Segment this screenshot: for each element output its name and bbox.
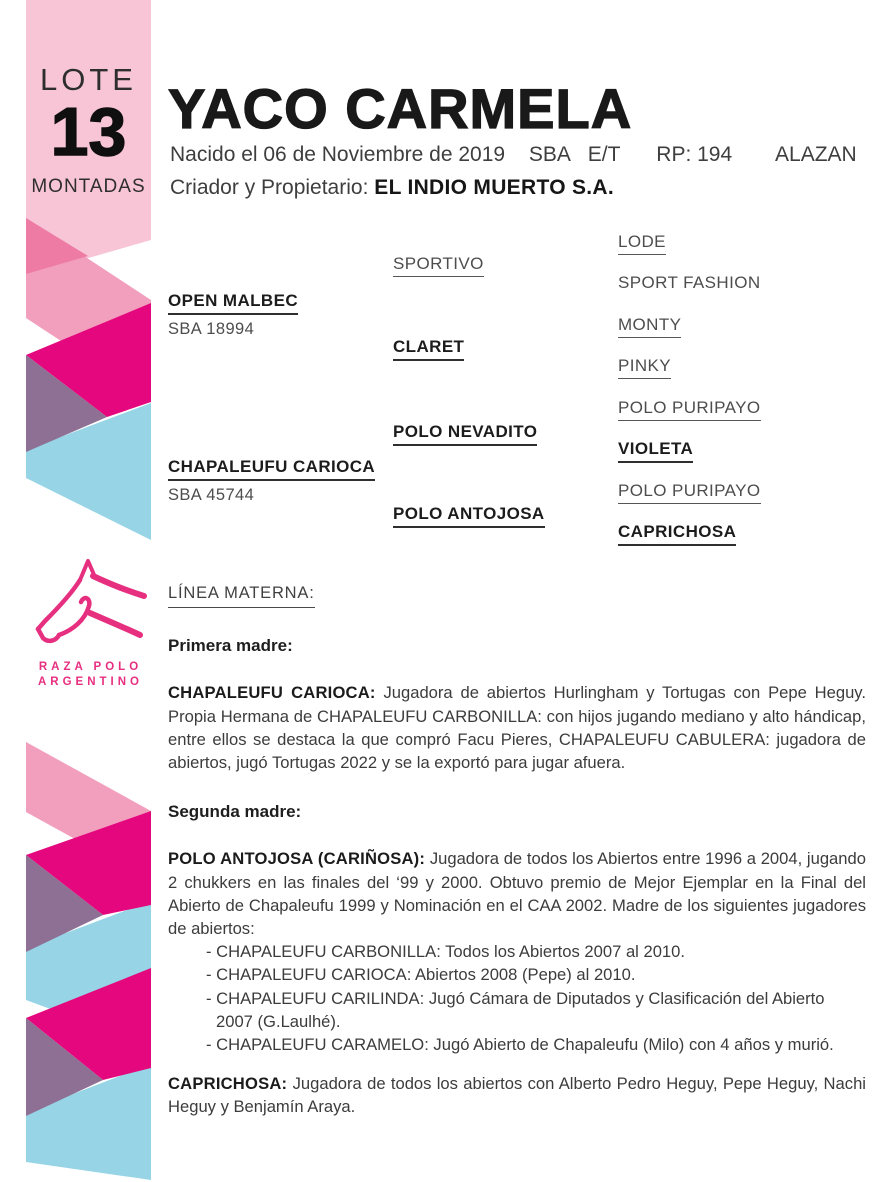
- rp-number: RP: 194: [656, 143, 733, 166]
- dam-name: CHAPALEUFU CARIOCA: [168, 457, 375, 481]
- first-dam-label: Primera madre:: [168, 636, 293, 656]
- second-dam-label: Segunda madre:: [168, 802, 302, 822]
- pedigree-sire: [168, 291, 298, 339]
- logo-line1: RAZA POLO: [38, 661, 143, 673]
- logo-wordmark: [33, 660, 148, 690]
- sire-name: OPEN MALBEC: [168, 291, 298, 315]
- lot-label: LOTE: [40, 62, 137, 97]
- offspring-list: [168, 940, 866, 1056]
- maternal-heading: LÍNEA MATERNA:: [168, 582, 315, 608]
- third-dam-lead: CAPRICHOSA:: [168, 1074, 288, 1094]
- offspring-item: - CHAPALEUFU CARBONILLA: Todos los Abiertos 2007 al 2010.: [206, 942, 685, 962]
- gen3-name: SPORT FASHION: [618, 273, 761, 292]
- offspring-item: - CHAPALEUFU CARAMELO: Jugó Abierto de Chapaleufu (Milo) con 4 años y murió.: [206, 1035, 834, 1055]
- maternal-line-section: [168, 581, 866, 1119]
- first-dam-lead: CHAPALEUFU CARIOCA:: [168, 683, 376, 703]
- gen3-name: PINKY: [618, 356, 671, 379]
- horse-head-logo-icon: [28, 556, 154, 668]
- gen3-name: MONTY: [618, 315, 681, 338]
- breeder-line: [170, 176, 614, 200]
- gen2-name: POLO NEVADITO: [393, 422, 537, 446]
- gen2-name: SPORTIVO: [393, 254, 484, 277]
- gen3-name: POLO PURIPAYO: [618, 481, 761, 504]
- birth-date: Nacido el 06 de Noviembre de 2019: [170, 143, 506, 166]
- pedigree-gen3-item: [618, 398, 761, 421]
- lot-number: 13: [50, 94, 127, 170]
- pedigree-gen3-item: [618, 481, 761, 504]
- pedigree-gen3-item: [618, 356, 671, 379]
- pedigree-gen3-item: [618, 439, 693, 463]
- sire-registration: SBA 18994: [168, 320, 255, 338]
- gen3-name: POLO PURIPAYO: [618, 398, 761, 421]
- lot-category: MONTADAS: [31, 176, 146, 197]
- pedigree-gen2-item: [393, 422, 537, 446]
- gen2-name: CLARET: [393, 337, 464, 361]
- horse-name-title: YACO CARMELA: [168, 77, 633, 140]
- pedigree-gen3-item: [618, 522, 736, 546]
- pedigree-gen2-item: [393, 504, 545, 528]
- first-dam-text: Jugadora de abiertos Hurlingham y Tortugas con Pepe Heguy. Propia Hermana de CHAPALEUFU CARBONILLA: con hijos jugando mediano y alto hándicap, entre ellos se destaca la que compró Facu Pieres, CHAPALEUFU CABULERA: jugadora de abiertos, jugó Tortugas 2022 y se la exportó para jugar afuera.: [168, 683, 866, 773]
- gen3-name: CAPRICHOSA: [618, 522, 736, 546]
- breeding-type: E/T: [587, 143, 621, 166]
- second-dam-paragraph: [168, 847, 866, 940]
- pedigree-gen2-item: [393, 337, 464, 361]
- pedigree-gen2-item: [393, 254, 484, 277]
- second-dam-lead: POLO ANTOJOSA (CARIÑOSA):: [168, 849, 426, 869]
- second-dam-text: Jugadora de todos los Abiertos entre 1996 a 2004, jugando 2 chukkers en las finales del ‘99 y 2000. Obtuvo premio de Mejor Ejemplar en la Final del Abierto de Chapaleufu 1999 y Nominación en el CAA 2002. Madre de los siguientes jugadores de abiertos:: [168, 849, 866, 939]
- coat-color: ALAZAN: [775, 143, 857, 166]
- logo-line2: ARGENTINO: [38, 676, 143, 688]
- first-dam-paragraph: [168, 681, 866, 774]
- gen2-name: POLO ANTOJOSA: [393, 504, 545, 528]
- pedigree-dam: [168, 457, 375, 505]
- pedigree-gen3-item: [618, 273, 761, 293]
- lot-box: [26, 0, 151, 276]
- breeder-name: EL INDIO MUERTO S.A.: [374, 176, 615, 199]
- breeder-label: Criador y Propietario:: [170, 176, 369, 199]
- third-dam-paragraph: [168, 1072, 866, 1118]
- pedigree-gen3-item: [618, 232, 666, 255]
- offspring-item: - CHAPALEUFU CARILINDA: Jugó Cámara de Diputados y Clasificación del Abierto 2007 (G.Laulhé).: [206, 988, 825, 1031]
- third-dam-text: Jugadora de todos los abiertos con Alberto Pedro Heguy, Pepe Heguy, Nachi Heguy y Benjamín Araya.: [168, 1074, 866, 1117]
- horse-meta-line: [170, 143, 857, 167]
- pedigree-gen3-item: [618, 315, 681, 338]
- gen3-name: VIOLETA: [618, 439, 693, 463]
- registry-code: SBA: [528, 143, 571, 166]
- offspring-item: - CHAPALEUFU CARIOCA: Abiertos 2008 (Pepe) al 2010.: [206, 965, 636, 985]
- gen3-name: LODE: [618, 232, 666, 255]
- dam-registration: SBA 45744: [168, 486, 255, 504]
